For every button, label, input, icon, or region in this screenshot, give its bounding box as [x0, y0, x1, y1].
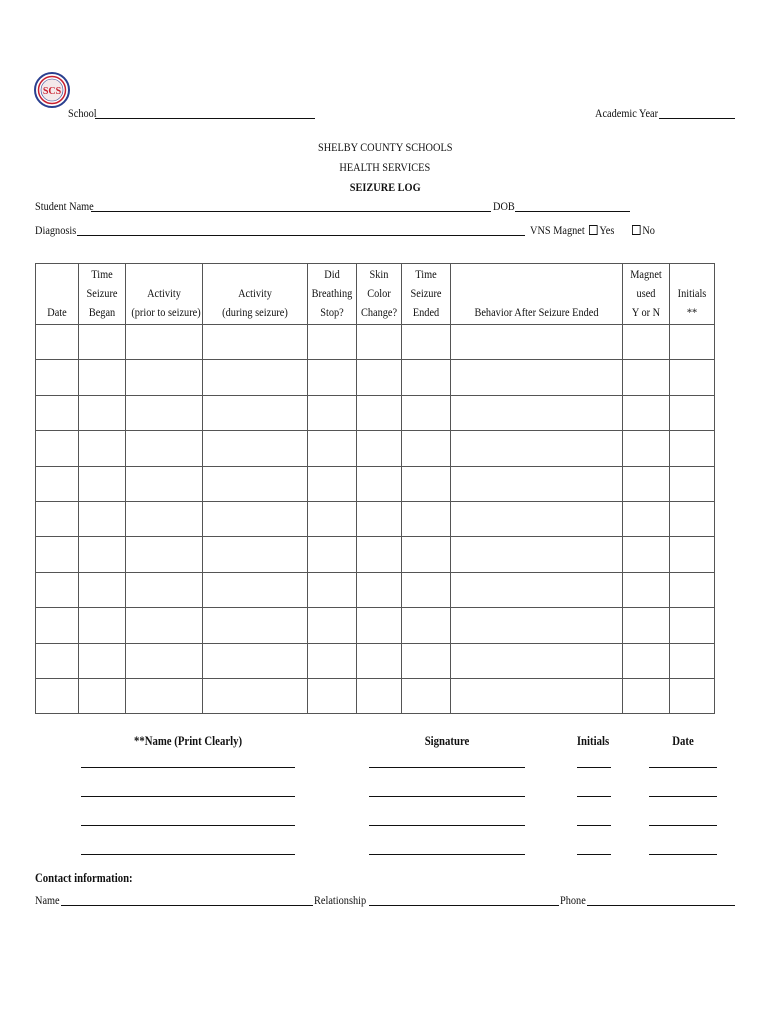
- column-header-line: Time: [91, 267, 113, 281]
- table-cell[interactable]: [670, 678, 715, 713]
- column-header: [670, 264, 715, 325]
- table-row: [36, 431, 715, 466]
- column-header-line: Activity: [238, 286, 272, 300]
- contact-name-field[interactable]: [61, 905, 313, 906]
- table-cell[interactable]: [623, 360, 670, 395]
- column-header-line: Seizure: [410, 286, 442, 300]
- print-name-line[interactable]: [81, 825, 295, 826]
- table-cell[interactable]: [623, 537, 670, 572]
- logo-text: SCS: [42, 86, 62, 97]
- table-cell[interactable]: [451, 678, 623, 713]
- table-cell[interactable]: [308, 572, 357, 607]
- column-header-line: Ended: [412, 305, 440, 319]
- table-cell[interactable]: [126, 537, 203, 572]
- school-district-logo: [34, 60, 70, 120]
- relationship-label: Relationship: [314, 893, 367, 907]
- signature-line[interactable]: [369, 796, 525, 797]
- signature-header: Signature: [424, 734, 470, 748]
- table-cell[interactable]: [623, 608, 670, 643]
- table-cell[interactable]: [623, 325, 670, 360]
- date-header: Date: [672, 734, 694, 748]
- table-cell[interactable]: [670, 608, 715, 643]
- column-header-line: used: [636, 286, 656, 300]
- contact-name-label: Name: [35, 893, 60, 907]
- print-name-header: **Name (Print Clearly): [133, 734, 243, 748]
- table-cell[interactable]: [670, 466, 715, 501]
- table-cell[interactable]: [623, 643, 670, 678]
- student-name-label: Student Name: [35, 199, 94, 213]
- phone-field[interactable]: [587, 905, 735, 906]
- table-cell[interactable]: [203, 608, 308, 643]
- table-cell[interactable]: [402, 537, 451, 572]
- date-line[interactable]: [649, 825, 717, 826]
- table-cell[interactable]: [308, 431, 357, 466]
- column-header: [357, 264, 402, 325]
- table-cell[interactable]: [126, 431, 203, 466]
- signature-line[interactable]: [369, 854, 525, 855]
- table-cell[interactable]: [126, 572, 203, 607]
- table-cell[interactable]: [451, 360, 623, 395]
- diagnosis-field[interactable]: [77, 235, 525, 236]
- table-cell[interactable]: [126, 643, 203, 678]
- column-header-line: Magnet: [630, 267, 662, 281]
- table-header-row: [36, 264, 715, 325]
- print-name-line[interactable]: [81, 796, 295, 797]
- column-header-line: **: [686, 305, 698, 319]
- table-cell[interactable]: [36, 360, 79, 395]
- table-cell[interactable]: [308, 501, 357, 536]
- table-cell[interactable]: [79, 395, 126, 430]
- table-cell[interactable]: [670, 572, 715, 607]
- table-cell[interactable]: [670, 537, 715, 572]
- initials-line[interactable]: [577, 767, 611, 768]
- form-title: SEIZURE LOG: [349, 180, 421, 194]
- table-cell[interactable]: [203, 325, 308, 360]
- column-header-line: Activity: [147, 286, 181, 300]
- table-cell[interactable]: [79, 325, 126, 360]
- table-cell[interactable]: [79, 431, 126, 466]
- table-cell[interactable]: [402, 360, 451, 395]
- table-cell[interactable]: [402, 572, 451, 607]
- table-row: [36, 325, 715, 360]
- table-cell[interactable]: [126, 325, 203, 360]
- table-cell[interactable]: [357, 466, 402, 501]
- column-header-line: (prior to seizure): [131, 305, 201, 319]
- table-cell[interactable]: [203, 431, 308, 466]
- table-cell[interactable]: [36, 431, 79, 466]
- table-cell[interactable]: [451, 643, 623, 678]
- table-cell[interactable]: [79, 572, 126, 607]
- table-cell[interactable]: [357, 325, 402, 360]
- date-line[interactable]: [649, 767, 717, 768]
- table-cell[interactable]: [79, 360, 126, 395]
- signature-line[interactable]: [369, 825, 525, 826]
- table-cell[interactable]: [308, 678, 357, 713]
- signature-line[interactable]: [369, 767, 525, 768]
- org-department: HEALTH SERVICES: [339, 160, 431, 174]
- table-cell[interactable]: [79, 466, 126, 501]
- table-cell[interactable]: [36, 325, 79, 360]
- table-row: [36, 572, 715, 607]
- column-header: [402, 264, 451, 325]
- student-name-field[interactable]: [91, 211, 491, 212]
- org-name: SHELBY COUNTY SCHOOLS: [317, 140, 453, 154]
- date-line[interactable]: [649, 854, 717, 855]
- column-header-line: Breathing: [311, 286, 353, 300]
- column-header: [451, 264, 623, 325]
- table-cell[interactable]: [79, 643, 126, 678]
- table-cell[interactable]: [357, 678, 402, 713]
- column-header-line: Time: [415, 267, 437, 281]
- table-cell[interactable]: [357, 537, 402, 572]
- no-label: No: [642, 223, 655, 237]
- table-cell[interactable]: [451, 325, 623, 360]
- table-cell[interactable]: [451, 431, 623, 466]
- table-row: [36, 466, 715, 501]
- table-cell[interactable]: [670, 360, 715, 395]
- table-cell[interactable]: [126, 466, 203, 501]
- school-label: School: [68, 106, 97, 120]
- yes-label: Yes: [599, 223, 615, 237]
- vns-yes-option[interactable]: [589, 223, 614, 237]
- table-cell[interactable]: [451, 608, 623, 643]
- dob-field[interactable]: [515, 211, 630, 212]
- table-cell[interactable]: [402, 431, 451, 466]
- column-header-line: Skin: [369, 267, 389, 281]
- table-cell[interactable]: [402, 466, 451, 501]
- print-name-line[interactable]: [81, 854, 295, 855]
- table-row: [36, 360, 715, 395]
- table-cell[interactable]: [126, 395, 203, 430]
- initials-line[interactable]: [577, 825, 611, 826]
- column-header: [79, 264, 126, 325]
- table-cell[interactable]: [308, 325, 357, 360]
- table-cell[interactable]: [36, 466, 79, 501]
- table-row: [36, 678, 715, 713]
- table-cell[interactable]: [36, 643, 79, 678]
- table-cell[interactable]: [623, 678, 670, 713]
- column-header-line: Stop?: [320, 305, 344, 319]
- table-cell[interactable]: [203, 395, 308, 430]
- column-header: [203, 264, 308, 325]
- column-header-line: Change?: [360, 305, 398, 319]
- table-cell[interactable]: [451, 572, 623, 607]
- column-header-line: (during seizure): [222, 305, 288, 319]
- table-cell[interactable]: [402, 643, 451, 678]
- column-header-line: Did: [324, 267, 340, 281]
- relationship-field[interactable]: [369, 905, 559, 906]
- table-cell[interactable]: [623, 572, 670, 607]
- table-cell[interactable]: [203, 572, 308, 607]
- table-cell[interactable]: [402, 608, 451, 643]
- date-line[interactable]: [649, 796, 717, 797]
- diagnosis-label: Diagnosis: [35, 223, 77, 237]
- table-row: [36, 608, 715, 643]
- table-cell[interactable]: [623, 501, 670, 536]
- table-cell[interactable]: [203, 501, 308, 536]
- table-cell[interactable]: [402, 501, 451, 536]
- table-cell[interactable]: [126, 608, 203, 643]
- table-row: [36, 537, 715, 572]
- column-header-line: Y or N: [631, 305, 661, 319]
- table-cell[interactable]: [36, 537, 79, 572]
- no-checkbox[interactable]: [632, 225, 641, 235]
- column-header-line: Seizure: [86, 286, 118, 300]
- table-cell[interactable]: [126, 360, 203, 395]
- table-cell[interactable]: [451, 395, 623, 430]
- column-header-line: Initials: [677, 286, 707, 300]
- vns-no-option[interactable]: [632, 223, 655, 237]
- table-cell[interactable]: [451, 501, 623, 536]
- table-cell[interactable]: [36, 608, 79, 643]
- column-header: [308, 264, 357, 325]
- table-cell[interactable]: [670, 501, 715, 536]
- table-row: [36, 643, 715, 678]
- column-header-line: Began: [88, 305, 116, 319]
- column-header: [36, 264, 79, 325]
- table-cell[interactable]: [308, 537, 357, 572]
- column-header-line: Color: [367, 286, 391, 300]
- dob-label: DOB: [493, 199, 515, 213]
- table-cell[interactable]: [451, 537, 623, 572]
- table-cell[interactable]: [357, 501, 402, 536]
- table-cell[interactable]: [623, 431, 670, 466]
- table-cell[interactable]: [126, 501, 203, 536]
- table-cell[interactable]: [79, 537, 126, 572]
- table-cell[interactable]: [308, 466, 357, 501]
- table-cell[interactable]: [623, 466, 670, 501]
- seizure-log-table: [35, 263, 715, 714]
- print-name-line[interactable]: [81, 767, 295, 768]
- table-cell[interactable]: [79, 678, 126, 713]
- column-header: [623, 264, 670, 325]
- table-row: [36, 395, 715, 430]
- table-cell[interactable]: [357, 395, 402, 430]
- table-cell[interactable]: [36, 572, 79, 607]
- vns-magnet-label: VNS Magnet: [530, 223, 585, 237]
- contact-title: Contact information:: [35, 871, 133, 885]
- column-header-line: Behavior After Seizure Ended: [474, 305, 599, 319]
- table-cell[interactable]: [308, 643, 357, 678]
- table-cell[interactable]: [203, 360, 308, 395]
- table-cell[interactable]: [36, 501, 79, 536]
- table-cell[interactable]: [402, 678, 451, 713]
- initials-header: Initials: [576, 734, 610, 748]
- table-cell[interactable]: [670, 431, 715, 466]
- table-body: [36, 325, 715, 714]
- table-cell[interactable]: [79, 501, 126, 536]
- table-cell[interactable]: [36, 395, 79, 430]
- table-cell[interactable]: [36, 678, 79, 713]
- table-cell[interactable]: [357, 643, 402, 678]
- table-cell[interactable]: [670, 325, 715, 360]
- phone-label: Phone: [560, 893, 586, 907]
- table-cell[interactable]: [402, 395, 451, 430]
- column-header: [126, 264, 203, 325]
- table-cell[interactable]: [308, 395, 357, 430]
- yes-checkbox[interactable]: [589, 225, 598, 235]
- school-field[interactable]: [95, 118, 315, 119]
- academic-year-label: Academic Year: [595, 106, 659, 120]
- table-cell[interactable]: [357, 608, 402, 643]
- column-header-line: Date: [47, 305, 67, 319]
- table-cell[interactable]: [402, 325, 451, 360]
- initials-line[interactable]: [577, 796, 611, 797]
- table-cell[interactable]: [357, 360, 402, 395]
- table-cell[interactable]: [623, 395, 670, 430]
- table-cell[interactable]: [203, 466, 308, 501]
- table-cell[interactable]: [203, 678, 308, 713]
- table-cell[interactable]: [308, 360, 357, 395]
- academic-year-field[interactable]: [659, 118, 735, 119]
- table-cell[interactable]: [308, 608, 357, 643]
- table-cell[interactable]: [79, 608, 126, 643]
- table-cell[interactable]: [357, 431, 402, 466]
- table-cell[interactable]: [203, 643, 308, 678]
- table-cell[interactable]: [126, 678, 203, 713]
- table-cell[interactable]: [670, 643, 715, 678]
- table-cell[interactable]: [357, 572, 402, 607]
- table-cell[interactable]: [670, 395, 715, 430]
- table-row: [36, 501, 715, 536]
- table-cell[interactable]: [203, 537, 308, 572]
- table-cell[interactable]: [451, 466, 623, 501]
- initials-line[interactable]: [577, 854, 611, 855]
